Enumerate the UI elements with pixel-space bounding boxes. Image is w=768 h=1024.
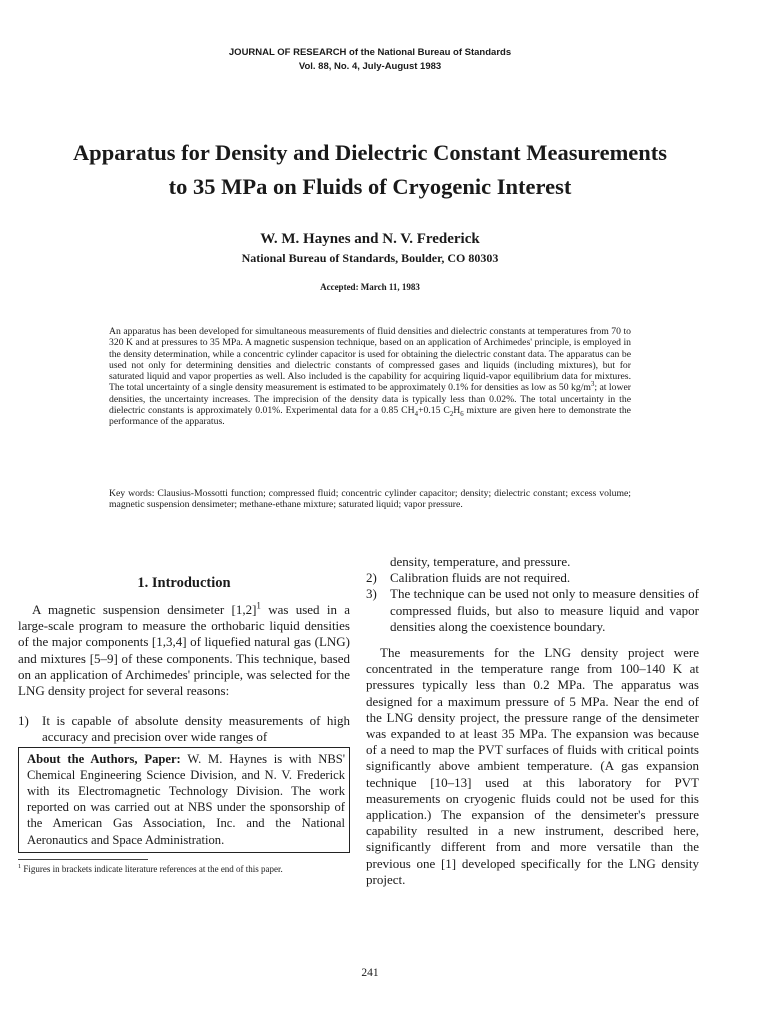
list-item-1-continued: density, temperature, and pressure.	[390, 554, 571, 569]
title-line-2: to 35 MPa on Fluids of Cryogenic Interest	[168, 174, 572, 199]
list-item-1: 1) It is capable of absolute density measurements of high accuracy and precision over wide ranges of	[18, 713, 350, 745]
accepted-date: Accepted: March 11, 1983	[320, 282, 420, 292]
footnote: $^1$ Figures in brackets indicate literature references at the end of this paper.	[18, 862, 283, 874]
title-line-1: Apparatus for Density and Dielectric Constant Measurements	[72, 140, 668, 165]
intro-paragraph-2: The measurements for the LNG density project were concentrated in the temperature range from 100–140 K at pressures typically less than 0.2 MPa. The apparatus was designed for a maximum pressure of 5 MPa. Near the end of the LNG density project, the pressure range of the densimeter was expanded to at least 35 MPa. The expansion was because of a need to map the PVT surfaces of fluids with critical points significantly above ambient temperature. (A gas expansion technique [10–13] used at this laboratory for PVT measurements on cryogenic fluids could not be used for this application.) The expansion of the densimeter's pressure capability resulted in a new instrument, described here, significantly different from and more versatile than the previous one [1] developed specifically for the LNG density project.	[366, 645, 699, 887]
keywords: Key words: Clausius-Mossotti function; compressed fluid; concentric cylinder capacitor; density; dielectric constant; excess volume; magnetic suspension densimeter; methane-ethane mixture; saturated liquid; vapor pressure.	[109, 488, 631, 511]
about-the-authors-box	[18, 747, 350, 853]
journal-name: JOURNAL OF RESEARCH of the National Bureau of Standards	[228, 47, 512, 58]
footnote-rule	[18, 859, 148, 860]
paper-title	[0, 136, 740, 204]
intro-paragraph-1: A magnetic suspension densimeter $[1,2]^1$ was used in a large-scale program to measure the orthobaric liquid densities of the major components [1,3,4] of liquefied natural gas (LNG) and mixtures [5–9] of these components. This technique, based on an application of Archimedes' principle, was selected for the LNG density project for several reasons:	[18, 600, 350, 699]
about-authors-lead: About the Authors, Paper:	[27, 751, 181, 766]
right-column	[366, 554, 699, 888]
affiliation: National Bureau of Standards, Boulder, CO 80303	[241, 251, 499, 265]
list-item-3: 3) The technique can be used not only to measure densities of compressed fluids, but also to measure liquid and vapor densities along the coexistence boundary.	[366, 586, 699, 634]
authors: W. M. Haynes and N. V. Frederick	[260, 231, 480, 247]
journal-volume: Vol. 88, No. 4, July-August 1983	[298, 61, 442, 72]
page-number: 241	[361, 967, 379, 979]
abstract: An apparatus has been developed for simultaneous measurements of fluid densities and dielectric constants at temperatures from 70 to 320 K and at pressures to 35 MPa. A magnetic suspension technique, based on an application of Archimedes' principle, is employed in the density determination, while a concentric cylinder capacitor is used for obtaining the dielectric constant data. The apparatus can be used not only for determining densities and dielectric constants of compressed gases and liquids (including mixtures), but for saturated liquid and vapor properties as well. Also included is the capability for acquiring liquid-vapor equilibrium data for mixtures. The total uncertainty of a single density measurement is estimated to be approximately 0.1% for densities as low as 50 $kg/m^3$; at lower densities, the uncertainty increases. The imprecision of the density data is typically less than 0.02%. The total uncertainty in the dielectric constants is approximately 0.01%. Experimental data for a 0.85 $CH_4+0.15$ $C_2H_6$ mixture are given here to demonstrate the performance of the apparatus.	[109, 326, 631, 428]
left-column	[18, 574, 350, 875]
list-item-2: 2) Calibration fluids are not required.	[366, 570, 571, 586]
journal-header	[0, 46, 740, 74]
section-heading-introduction: 1. Introduction	[137, 575, 231, 591]
about-authors-text: W. M. Haynes is with NBS' Chemical Engineering Science Division, and N. V. Frederick with its Electromagnetic Technology Division. The work reported on was carried out at NBS under the sponsorship of the American Gas Association, Inc. and the National Aeronautics and Space Administration.	[27, 751, 345, 847]
